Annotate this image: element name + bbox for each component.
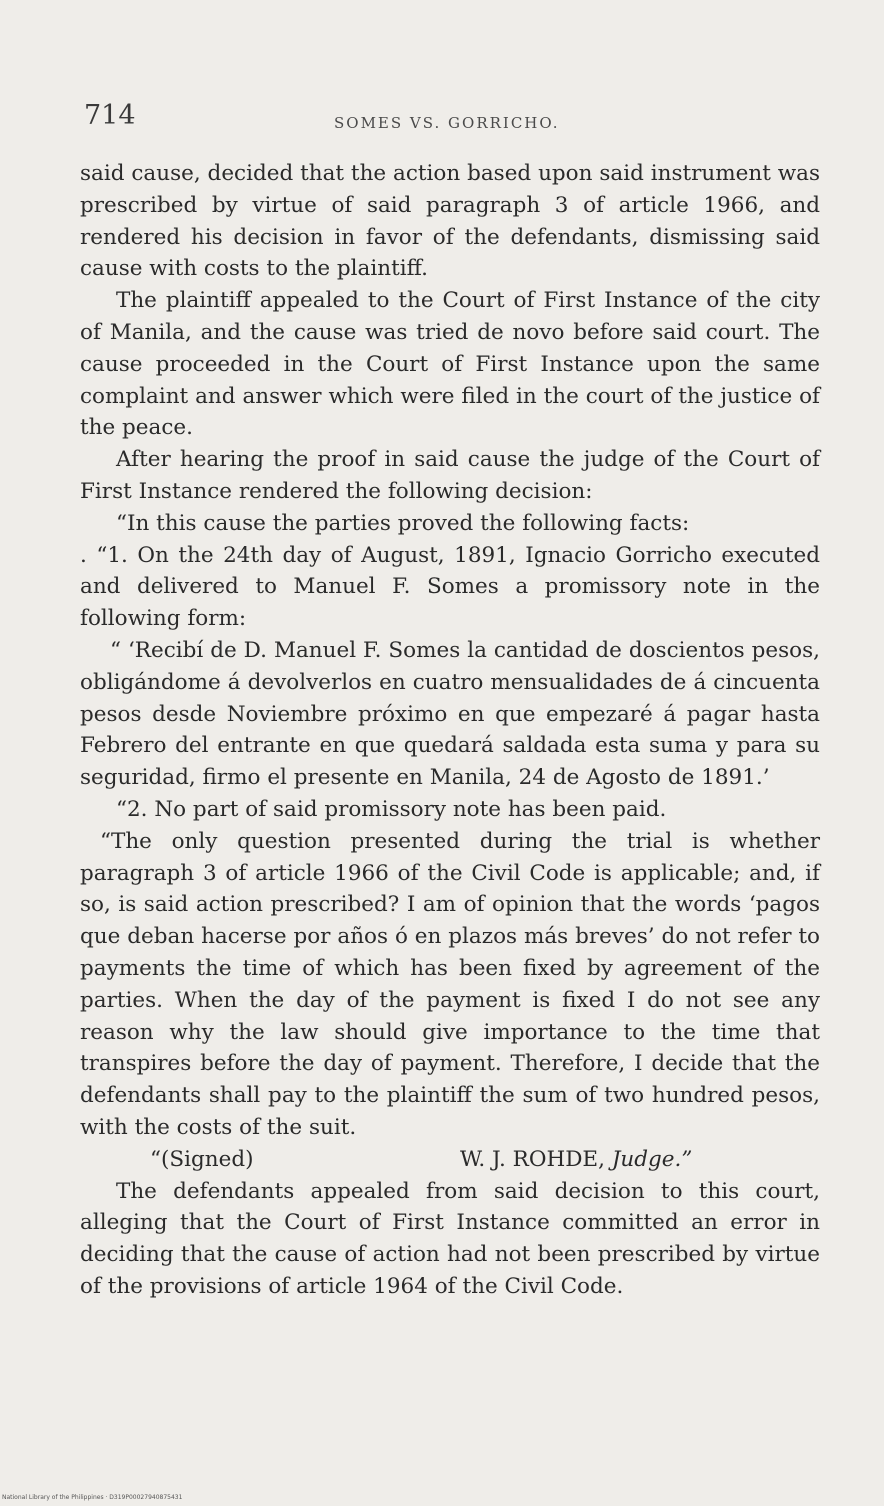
paragraph-1: said cause, decided that the action based upon said instrument was prescribed by virtue of said paragraph 3 of article 1966, and rendered his decision in favor of the defendants, dismissing said cause with costs to the plaintiff. — [80, 161, 820, 282]
paragraph-3: After hearing the proof in said cause the judge of the Court of First Instance rendered the following decision: — [80, 447, 820, 504]
quoted-note: “ ‘Recibí de D. Manuel F. Somes la cantidad de doscientos pesos, obligándome á devolverlos en cuatro mensualidades de á cincuenta pesos desde Noviembre próximo en que empezaré á pagar hasta Febrero del entrante en que quedará saldada esta suma y para su seguridad, firmo el presente en Manila, 24 de Agosto de 1891.’ — [80, 637, 820, 791]
page-number: 714 — [84, 100, 136, 131]
paragraph-7: “2. No part of said promissory note has been paid. — [116, 796, 667, 822]
signature-line — [80, 1144, 820, 1176]
page-header — [84, 100, 814, 140]
running-head: SOMES VS. GORRICHO. — [334, 114, 560, 132]
body-text — [80, 158, 820, 1303]
judge-title: Judge.” — [611, 1146, 693, 1172]
paragraph-4: “In this cause the parties proved the following facts: — [116, 510, 690, 536]
judge-signature — [460, 1144, 692, 1176]
paragraph-5: . “1. On the 24th day of August, 1891, Ignacio Gorricho executed and delivered to Manuel F. Somes a promissory note in the following form: — [80, 542, 820, 632]
signed-label: “(Signed) — [150, 1146, 254, 1172]
paragraph-2: The plaintiff appealed to the Court of First Instance of the city of Manila, and the cause was tried de novo before said court. The cause proceeded in the Court of First Instance upon the same complaint and answer which were filed in the court of the justice of the peace. — [80, 288, 820, 441]
judge-name: W. J. ROHDE, — [460, 1146, 605, 1172]
paragraph-8: “The only question presented during the trial is whether paragraph 3 of article 1966 of the Civil Code is applicable; and, if so, is said action prescribed? I am of opinion that the words ‘pagos que deban hacerse por años ó en plazos más breves’ do not refer to payments the time of which has been fixed by agreement of the parties. When the day of the payment is fixed I do not see any reason why the law should give importance to the time that transpires before the day of payment. Therefore, I decide that the defendants shall pay to the plaintiff the sum of two hundred pesos, with the costs of the suit. — [80, 828, 820, 1140]
closing-paragraph: The defendants appealed from said decision to this court, alleging that the Court of First Instance committed an error in deciding that the cause of action had not been prescribed by virtue of the provisions of article 1964 of the Civil Code. — [80, 1178, 820, 1299]
footer-caption: National Library of the Philippines · D319P00027940875431 — [2, 1494, 183, 1501]
